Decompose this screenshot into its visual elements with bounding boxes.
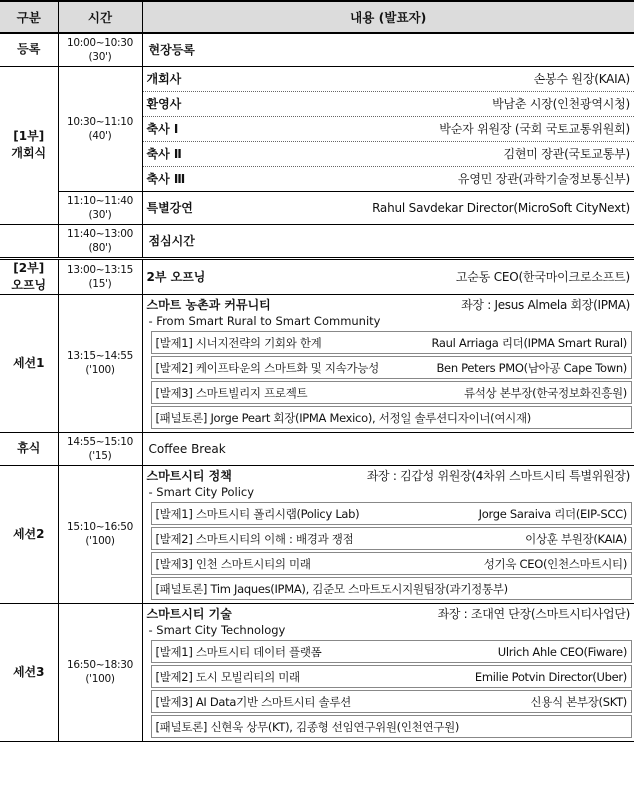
session2-time [58, 465, 142, 603]
part2-content-cell [142, 258, 634, 294]
talk-topic: [발제2] 도시 모빌리티의 미래 [155, 669, 300, 684]
lunch-content-cell [142, 224, 634, 258]
talk-topic: [발제1] 스마트시티 폴리시랩(Policy Lab) [155, 506, 360, 521]
item-speaker: 고순동 CEO(한국마이크로소프트) [455, 270, 630, 284]
time-range: 16:50~18:30 [66, 659, 134, 671]
time-duration: (80') [88, 241, 112, 254]
lunch-time [58, 224, 142, 258]
session1-time [58, 294, 142, 432]
session1-panel [151, 406, 633, 429]
opening-content-cell [142, 66, 634, 191]
keynote-content-cell [142, 191, 634, 224]
talk-topic: [발제1] 시너지전략의 기회와 한계 [155, 335, 322, 350]
item-label: 축사 Ⅱ [146, 147, 182, 161]
item-speaker: 박순자 위원장 (국회 국토교통위원회) [439, 122, 630, 136]
session1-talk-2 [151, 356, 633, 379]
opening-item-5 [143, 166, 634, 191]
header-category: 구분 [0, 1, 58, 33]
session3-category: 세션3 [0, 603, 58, 741]
talk-topic: [발제1] 스마트시티 데이터 플랫폼 [155, 644, 322, 659]
time-range: 11:10~11:40 [66, 194, 134, 207]
part2-category-line1: [2부] [13, 260, 45, 275]
session1-talk-3 [151, 381, 633, 404]
part2-item [143, 268, 634, 285]
row-part2 [0, 258, 634, 294]
session3-talk-1 [151, 640, 633, 663]
session2-talk-1 [151, 502, 633, 525]
time-range: 13:15~14:55 [66, 350, 134, 362]
row-keynote [0, 191, 634, 224]
session1-header [143, 295, 634, 313]
session-title: 스마트시티 기술 [146, 606, 232, 621]
session3-talk-2 [151, 665, 633, 688]
time-duration: (40') [88, 129, 112, 142]
panel-discussion: [패널토론] 신현욱 상무(KT), 김종형 선임연구위원(인천연구원) [155, 719, 460, 734]
break-category: 휴식 [0, 432, 58, 465]
session2-category: 세션2 [0, 465, 58, 603]
session1-talk-1 [151, 331, 633, 354]
keynote-time [58, 191, 142, 224]
opening-category-line1: [1부] [13, 129, 45, 143]
row-lunch [0, 224, 634, 258]
session2-content-cell [142, 465, 634, 603]
lunch-content: 점심시간 [148, 234, 195, 248]
registration-category: 등록 [0, 33, 58, 66]
row-session3 [0, 603, 634, 741]
session-subtitle: - Smart City Technology [148, 623, 286, 637]
opening-category-line2: 개회식 [11, 146, 47, 160]
item-speaker: Rahul Savdekar Director(MicroSoft CityNext) [372, 200, 630, 215]
time-duration: ('100) [85, 364, 115, 376]
session1-content-cell [142, 294, 634, 432]
opening-item-2 [143, 91, 634, 116]
registration-content-cell [142, 33, 634, 66]
time-range: 11:40~13:00 [66, 227, 134, 240]
time-duration: ('100) [85, 535, 115, 547]
registration-time [58, 33, 142, 66]
item-label: 특별강연 [146, 201, 193, 215]
part2-time [58, 258, 142, 294]
time-duration: ('15) [88, 449, 112, 462]
time-range: 14:55~15:10 [66, 435, 134, 448]
session-subtitle: - From Smart Rural to Smart Community [148, 314, 381, 328]
row-registration [0, 33, 634, 66]
part2-category [0, 258, 58, 294]
time-duration: (15') [88, 277, 112, 290]
talk-topic: [발제2] 스마트시티의 이해 : 배경과 쟁점 [155, 531, 354, 546]
lunch-category [0, 224, 58, 258]
session-chair: 좌장 : 조대연 단장(스마트시티사업단) [437, 606, 630, 621]
talk-topic: [발제3] 스마트빌리지 프로젝트 [155, 385, 308, 400]
break-content-cell [142, 432, 634, 465]
talk-speaker: Ulrich Ahle CEO(Fiware) [497, 644, 627, 659]
talk-speaker: 류석상 본부장(한국정보화진흥원) [463, 385, 627, 400]
time-range: 10:00~10:30 [66, 36, 134, 49]
session2-panel [151, 577, 633, 600]
time-duration: (30') [88, 50, 112, 63]
time-range: 13:00~13:15 [66, 263, 134, 276]
part2-category-line2: 오프닝 [11, 277, 47, 292]
table-header-row [0, 1, 634, 33]
item-label: 축사 Ⅰ [146, 122, 179, 136]
talk-topic: [발제3] AI Data기반 스마트시티 솔루션 [155, 694, 351, 709]
row-session1 [0, 294, 634, 432]
session3-talk-3 [151, 690, 633, 713]
opening-item-3 [143, 116, 634, 141]
talk-speaker: Raul Arriaga 리더(IPMA Smart Rural) [431, 335, 627, 350]
session2-header [143, 466, 634, 484]
session2-talk-2 [151, 527, 633, 550]
time-duration: (30') [88, 208, 112, 221]
header-time: 시간 [58, 1, 142, 33]
session3-content-cell [142, 603, 634, 741]
item-speaker: 박남춘 시장(인천광역시청) [492, 97, 630, 111]
registration-content: 현장등록 [148, 43, 195, 58]
keynote-item [143, 199, 634, 216]
session-subtitle: - Smart City Policy [148, 485, 255, 499]
session-chair: 좌장 : Jesus Almela 회장(IPMA) [461, 297, 630, 312]
session3-panel [151, 715, 633, 738]
talk-speaker: Ben Peters PMO(남아공 Cape Town) [436, 360, 627, 375]
time-duration: ('100) [85, 673, 115, 685]
item-speaker: 유영민 장관(과학기술정보통신부) [457, 172, 630, 186]
talk-speaker: 이상훈 부원장(KAIA) [525, 531, 627, 546]
time-range: 10:30~11:10 [66, 115, 134, 128]
opening-item-4 [143, 141, 634, 166]
item-speaker: 김현미 장관(국토교통부) [503, 147, 630, 161]
header-content: 내용 (발표자) [142, 1, 634, 33]
row-break [0, 432, 634, 465]
talk-topic: [발제2] 케이프타운의 스마트화 및 지속가능성 [155, 360, 379, 375]
item-label: 환영사 [146, 97, 182, 111]
session3-header [143, 604, 634, 622]
item-label: 축사 Ⅲ [146, 172, 186, 186]
item-speaker: 손봉수 원장(KAIA) [533, 72, 630, 86]
session3-time [58, 603, 142, 741]
session-title: 스마트 농촌과 커뮤니티 [146, 297, 271, 312]
opening-time [58, 66, 142, 191]
session-chair: 좌장 : 김갑성 위원장(4차위 스마트시티 특별위원장) [366, 468, 630, 483]
opening-item-1 [143, 67, 634, 91]
item-label: 2부 오프닝 [146, 270, 206, 284]
panel-discussion: [패널토론] Jorge Peart 회장(IPMA Mexico), 서정일 솔루션디자이너(여시재) [155, 410, 531, 425]
break-time [58, 432, 142, 465]
session2-talk-3 [151, 552, 633, 575]
panel-discussion: [패널토론] Tim Jaques(IPMA), 김준모 스마트도시지원팀장(과기정통부) [155, 581, 508, 596]
session-title: 스마트시티 정책 [146, 468, 232, 483]
opening-category [0, 66, 58, 224]
row-session2 [0, 465, 634, 603]
row-opening [0, 66, 634, 191]
break-content: Coffee Break [148, 441, 226, 456]
item-label: 개회사 [146, 72, 182, 86]
talk-speaker: Jorge Saraiva 리더(EIP-SCC) [478, 506, 627, 521]
talk-speaker: Emilie Potvin Director(Uber) [474, 669, 627, 684]
time-range: 15:10~16:50 [66, 521, 134, 533]
talk-speaker: 성기욱 CEO(인천스마트시티) [483, 556, 627, 571]
session1-category: 세션1 [0, 294, 58, 432]
talk-topic: [발제3] 인천 스마트시티의 미래 [155, 556, 311, 571]
talk-speaker: 신용식 본부장(SKT) [530, 694, 627, 709]
